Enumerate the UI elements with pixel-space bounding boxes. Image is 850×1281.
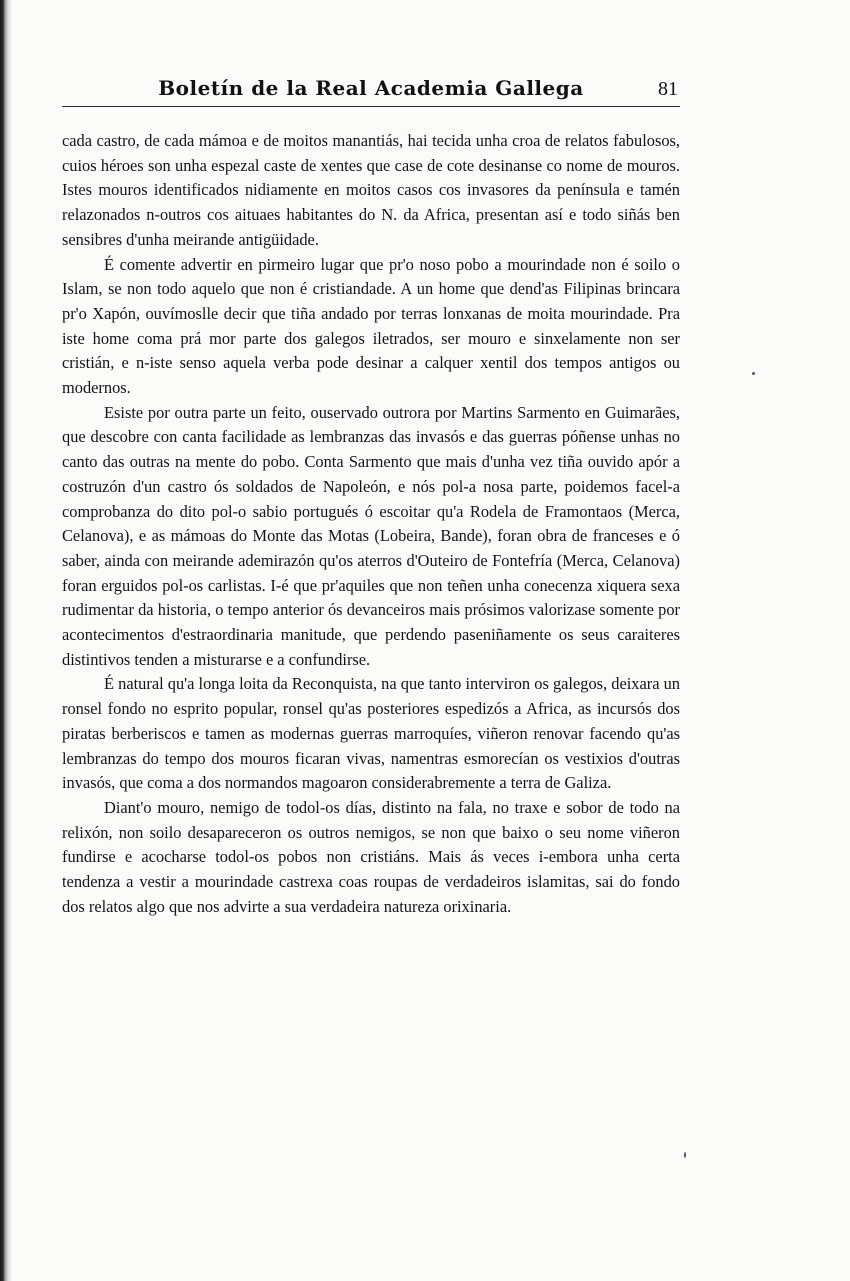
print-speck — [752, 372, 755, 375]
document-page — [62, 60, 680, 1160]
paragraph-1: cada castro, de cada mámoa e de moitos manantiás, hai tecida unha croa de relatos fabulosos, cuios héroes son unha espezal caste de xentes que case de cote desinanse co nome de mouros. Istes mouros identificados nidiamente en moitos casos cos invasores da península e tamén relazonados n-outros cos aituaes habitantes do N. da Africa, presentan así e todo siñás ben sensibres d'unha meirande antigüidade. — [62, 131, 680, 249]
running-header — [62, 60, 680, 107]
body-text — [62, 129, 680, 920]
paragraph-5: Diant'o mouro, nemigo de todol-os días, distinto na fala, no traxe e sobor de todo na relixón, non soilo desapareceron os outros nemigos, se non que baixo o seu nome viñeron fundirse e acocharse todol-os pobos non cristiáns. Mais ás veces i-embora unha certa tendenza a vestir a mourindade castrexa coas roupas de verdadeiros islamitas, sai do fondo dos relatos algo que nos advirte a sua verdadeira natureza orixinaria. — [62, 797, 680, 916]
paragraph-3: Esiste por outra parte un feito, ouservado outrora por Martins Sarmento en Guimarães, que descobre con canta facilidade as lembranzas das invasós e das guerras póñense unhas no canto das outras na mente do pobo. Conta Sarmento que mais d'unha vez tiña ouvido apór a costruzón d'un castro ós soldados de Napoleón, e nós pol-a nosa parte, poidemos facel-a comprobanza do dito pol-o sabio portugués ó escoitar qu'a Rodela de Framontaos (Merca, Celanova), e as mámoas do Monte das Motas (Lobeira, Bande), foran obra de franceses e ó saber, ainda con meirande ademirazón qu'os aterros d'Outeiro de Fontefría (Merca, Celanova) foran erguidos pol-os carlistas. I-é que pr'aquiles que non teñen unha conecenza xiquera sexa rudimentar da historia, o tempo anterior ós devanceiros mais prósimos valorizase somente por acontecimentos d'estraordinaria manitude, que perdendo paseniñamente os seus caraiteres distintivos tenden a misturarse e a confundirse. — [62, 402, 680, 669]
journal-title: Boletín de la Real Academia Gallega — [158, 76, 584, 100]
page-binding-edge — [0, 0, 12, 1281]
print-speck — [684, 1152, 686, 1158]
page-number: 81 — [658, 78, 678, 100]
paragraph-2: É comente advertir en pirmeiro lugar que pr'o noso pobo a mourindade non é soilo o Islam, se non todo aquelo que non é cristiandade. A un home que dend'as Filipinas brincara pr'o Xapón, ouvímoslle decir que tiña andado por terras lonxanas de moita mourindade. Pra iste home coma prá mor parte dos galegos iletrados, ser mouro e sinxelamente non ser cristián, e n-iste senso aquela verba pode desinar a calquer xentil dos tempos antigos ou modernos. — [62, 254, 680, 398]
paragraph-4: É natural qu'a longa loita da Reconquista, na que tanto interviron os galegos, deixara un ronsel fondo no esprito popular, ronsel qu'as posteriores espedizós a Africa, as incursós dos piratas berberiscos e tamen as modernas guerras marroquíes, viñeron renovar facendo qu'as lembranzas do tempo dos mouros ficaran vivas, namentras esmorecían os vestixios d'outras invasós, que coma a dos normandos magoaron considerabremente a terra de Galiza. — [62, 674, 680, 793]
